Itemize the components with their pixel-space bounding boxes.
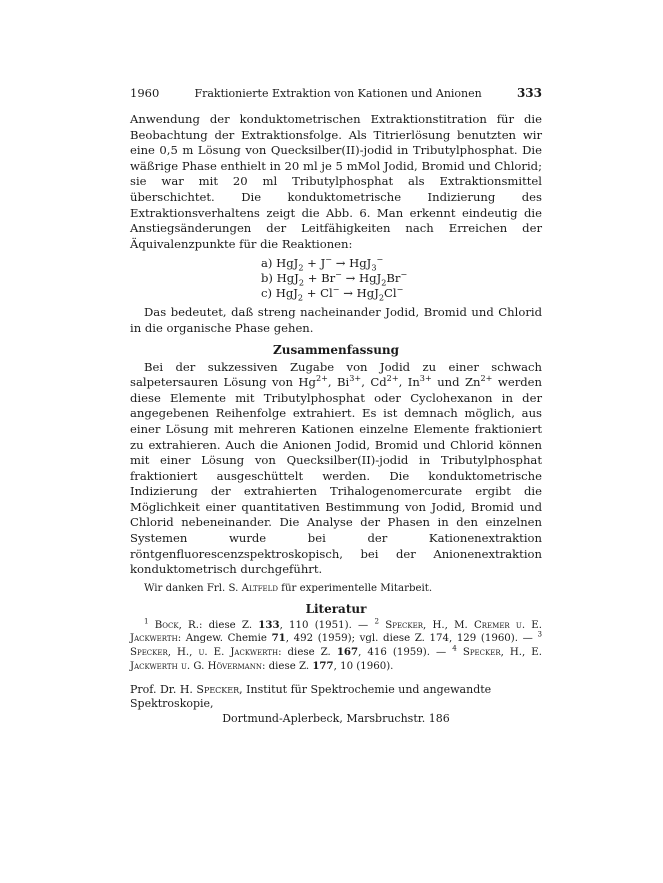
conclusion-paragraph: Das bedeutet, daß streng nacheinander Jodid, Bromid und Chlorid in die organische Phase gehen. [130,305,542,335]
header-title: Fraktionierte Extraktion von Kationen und Anionen [194,87,482,100]
page [130,86,542,726]
address-line-2: Dortmund-Aplerbeck, Marsbruchstr. 186 [222,711,450,725]
address-line-1: Prof. Dr. H. Specker, Institut für Spektrochemie und angewandte Spektroskopie, [130,682,492,711]
summary-heading: Zusammenfassung [272,342,400,357]
author-address [130,683,542,727]
reaction-a: a) HgJ$_2$ + J− → HgJ$_3$− [261,254,384,273]
header-year: 1960 [130,86,160,100]
reaction-list [261,256,542,301]
summary-paragraph: Bei der sukzessiven Zugabe von Jodid zu einer schwach salpetersauren Lösung von $Hg^{2+}$, $Bi^{3+}$, $Cd^{2+}$, $In^{3+}$ und $Zn^{2+}$ werden diese Elemente mit Tributylphosphat oder Cyclohexanon in der angegebenen Reihenfolge extrahiert. Es ist demnach möglich, aus einer Lösung mit mehreren Kationen einzelne Elemente fraktioniert zu extrahieren. Auch die Anionen Jodid, Bromid und Chlorid können mit einer Lösung von Quecksilber(II)-jodid in Tributylphosphat fraktioniert ausgeschüttelt werden. Die konduktometrische Indizierung der extrahierten Trihalogenomercurate ergibt die Möglichkeit einer quantitativen Bestimmung von Jodid, Bromid und Chlorid nebeneinander. Die Analyse der Phasen in den einzelnen Systemen wurde bei der Kationenextraktion röntgenfluorescenzspektroskopisch, bei der Anionenextraktion konduktometrisch durchgeführt. [130,359,542,577]
page-number: 333 [516,86,542,100]
reaction-b: b) HgJ$_2$ + Br− → HgJ$_2$Br− [261,269,408,288]
reference-list: $^1$ Bock, R.: diese Z. 133, 110 (1951). — $^2$ Specker, H., M. Cremer u. E. Jackwerth: Angew. Chemie 71, 492 (1959); vgl. diese Z. 174, 129 (1960). — $^3$ Specker, H., u. E. Jackwerth: diese Z. 167, 416 (1959). — $^4$ Specker, H., E. Jackwerth u. G. Hövermann: diese Z. 177, 10 (1960). [130,616,542,673]
intro-paragraph: Anwendung der konduktometrischen Extraktionstitration für die Beobachtung der Extraktionsfolge. Als Titrierlösung benutzten wir eine 0,5 m Lösung von Quecksilber(II)-jodid in Tributylphosphat. Die wäßrige Phase enthielt in 20 ml je 5 mMol Jodid, Bromid und Chlorid; sie war mit 20 ml Tributylphosphat als Extraktionsmittel überschichtet. Die konduktometrische Indizierung des Extraktionsverhaltens zeigt die Abb. 6. Man erkennt eindeutig die Anstiegsänderungen der Leitfähigkeiten nach Erreichen der Äquivalenzpunkte für die Reaktionen: [130,112,542,251]
acknowledgement: Wir danken Frl. S. Altfeld für experimentelle Mitarbeit. [144,582,433,594]
literature-heading: Literatur [305,601,367,616]
reaction-c: c) HgJ$_2$ + Cl− → HgJ$_2$Cl− [261,284,404,303]
running-header [130,86,542,100]
